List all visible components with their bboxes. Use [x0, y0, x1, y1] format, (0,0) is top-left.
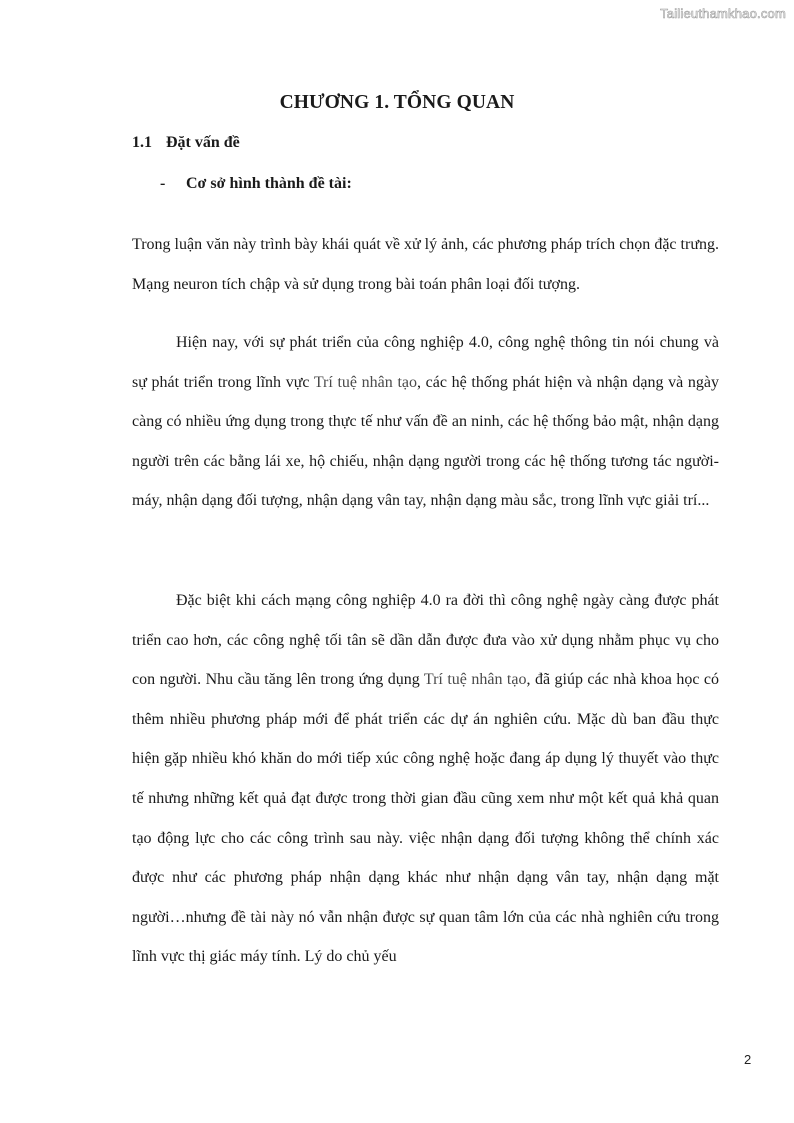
section-title: Đặt vấn đề [166, 134, 240, 151]
bullet-text: Cơ sở hình thành đề tài: [186, 175, 352, 192]
paragraph-intro: Trong luận văn này trình bày khái quát về xử lý ảnh, các phương pháp trích chọn đặc trưng. Mạng neuron tích chập và sử dụng trong bài toán phân loại đối tượng. [132, 236, 719, 293]
paragraph-current-state [132, 323, 719, 521]
section-number: 1.1 [132, 134, 152, 151]
ai-term-link[interactable]: Trí tuệ nhân tạo [313, 373, 417, 391]
chapter-title: CHƯƠNG 1. TỔNG QUAN [279, 92, 515, 113]
bullet-heading [160, 175, 352, 193]
section-heading [132, 134, 240, 152]
bullet-dash: - [160, 175, 166, 192]
watermark-text: Tailieuthamkhao.com [660, 6, 786, 21]
paragraph-text: Hiện nay, với sự phát triển của công nghiệp 4.0, công nghệ thông tin nói chung và sự phát triển trong lĩnh vực [132, 334, 719, 391]
paragraph-industry-4 [132, 581, 719, 977]
page-number: 2 [744, 1052, 752, 1067]
paragraph-text: Đặc biệt khi cách mạng công nghiệp 4.0 ra đời thì công nghệ ngày càng được phát triển cao hơn, các công nghệ tối tân sẽ dần dẫn được đưa vào xử dụng nhằm phục vụ cho con người. Nhu cầu tăng lên trong ứng dụng [132, 592, 719, 689]
paragraph-text: , các hệ thống phát hiện và nhận dạng và ngày càng có nhiều ứng dụng trong thực tế như vấn đề an ninh, các hệ thống bảo mật, nhận dạng người trên các bằng lái xe, hộ chiếu, nhận dạng người trong các hệ thống tương tác người-máy, nhận dạng đối tượng, nhận dạng vân tay, nhận dạng màu sắc, trong lĩnh vực giải trí... [132, 373, 719, 510]
paragraph-text: , đã giúp các nhà khoa học có thêm nhiều phương pháp mới để phát triển các dự án nghiên cứu. Mặc dù ban đầu thực hiện gặp nhiều khó khăn do mới tiếp xúc công nghệ hoặc đang áp dụng lý thuyết vào thực tế nhưng những kết quả đạt được trong thời gian đầu cũng xem như một kết quả khả quan tạo động lực cho các công trình sau này. việc nhận dạng đối tượng không thể chính xác được như các phương pháp nhận dạng khác như nhận dạng vân tay, nhận dạng mặt người…nhưng đề tài này nó vẫn nhận được sự quan tâm lớn của các nhà nghiên cứu trong lĩnh vực thị giác máy tính. Lý do chủ yếu [132, 671, 720, 966]
ai-term-link[interactable]: Trí tuệ nhân tạo [423, 671, 527, 689]
